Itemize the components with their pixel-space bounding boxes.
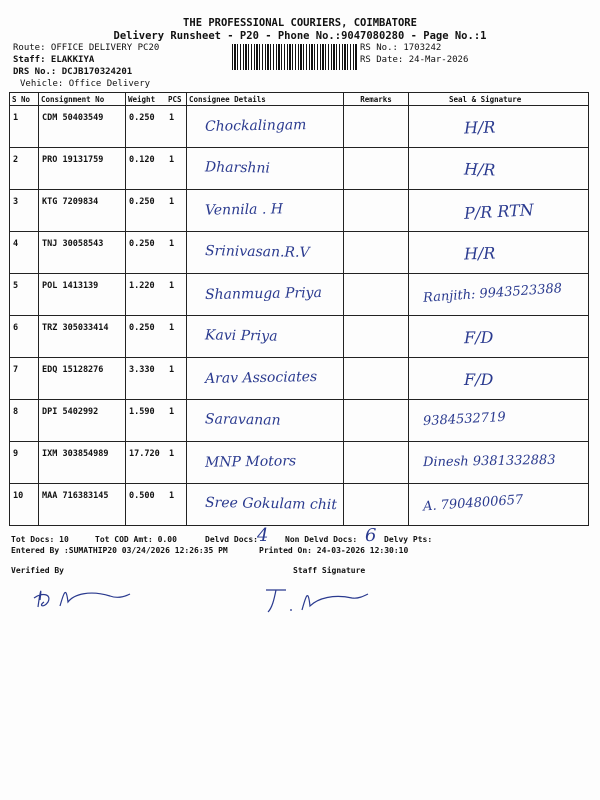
cell-pcs: 1 xyxy=(166,442,187,484)
seal-handwritten: H/R xyxy=(463,159,496,180)
cell-weight: 1.590 xyxy=(126,400,167,442)
table-row xyxy=(10,400,589,442)
tot-docs: Tot Docs: 10 xyxy=(11,535,69,544)
cell-sno: 3 xyxy=(10,190,39,232)
col-consignment: Consignment No xyxy=(39,93,126,106)
entered-by: Entered By :SUMATHIP20 03/24/2026 12:26:35 PM xyxy=(11,546,228,555)
consignee-handwritten: Shanmuga Priya xyxy=(204,284,323,304)
cell-pcs: 1 xyxy=(166,232,187,274)
cell-weight: 0.120 xyxy=(126,148,167,190)
table-row xyxy=(10,232,589,274)
col-remarks: Remarks xyxy=(344,93,409,106)
table-row xyxy=(10,148,589,190)
cell-consignment: MAA 716383145 xyxy=(39,484,126,526)
seal-handwritten: 9384532719 xyxy=(422,409,507,430)
consignee-handwritten: MNP Motors xyxy=(204,453,297,471)
cell-pcs: 1 xyxy=(166,274,187,316)
table-row xyxy=(10,484,589,526)
consignee-handwritten: Chockalingam xyxy=(204,117,307,135)
cell-consignment: CDM 50403549 xyxy=(39,106,126,148)
cell-pcs: 1 xyxy=(166,316,187,358)
company-title: THE PROFESSIONAL COURIERS, COIMBATORE xyxy=(183,17,417,29)
cell-weight: 3.330 xyxy=(126,358,167,400)
cell-remarks xyxy=(344,358,409,400)
cell-consignment: DPI 5402992 xyxy=(39,400,126,442)
col-pcs: PCS xyxy=(166,93,187,106)
seal-handwritten: A. 7904800657 xyxy=(422,492,524,515)
cell-sno: 2 xyxy=(10,148,39,190)
cell-consignment: IXM 303854989 xyxy=(39,442,126,484)
cell-pcs: 1 xyxy=(166,190,187,232)
cell-sno: 1 xyxy=(10,106,39,148)
consignee-handwritten: Dharshni xyxy=(204,159,271,177)
cell-consignment: KTG 7209834 xyxy=(39,190,126,232)
cell-sno: 8 xyxy=(10,400,39,442)
table-row xyxy=(10,442,589,484)
cell-remarks xyxy=(344,316,409,358)
cell-weight: 0.250 xyxy=(126,190,167,232)
printed-on: Printed On: 24-03-2026 12:30:10 xyxy=(259,546,409,555)
table-row xyxy=(10,106,589,148)
delvd-docs-hand: 4 xyxy=(257,525,269,546)
barcode xyxy=(232,44,357,70)
consignee-handwritten: Saravanan xyxy=(204,411,281,429)
consignee-handwritten: Srinivasan.R.V xyxy=(204,243,310,261)
cell-remarks xyxy=(344,484,409,526)
cell-sno: 7 xyxy=(10,358,39,400)
col-weight: Weight xyxy=(126,93,167,106)
cell-remarks xyxy=(344,148,409,190)
cell-weight: 0.500 xyxy=(126,484,167,526)
consignee-handwritten: Kavi Priya xyxy=(204,327,278,345)
cell-consignment: PRO 19131759 xyxy=(39,148,126,190)
seal-handwritten: F/D xyxy=(464,370,494,389)
table-row xyxy=(10,274,589,316)
rs-date: RS Date: 24-Mar-2026 xyxy=(360,55,469,65)
non-delvd-docs: Non Delvd Docs: xyxy=(285,535,358,544)
delvd-docs: Delvd Docs: xyxy=(205,535,258,544)
cell-pcs: 1 xyxy=(166,106,187,148)
table-header-row xyxy=(10,93,589,106)
table-row xyxy=(10,358,589,400)
cell-pcs: 1 xyxy=(166,358,187,400)
vehicle-label: Vehicle: Office Delivery xyxy=(20,79,151,89)
cell-sno: 4 xyxy=(10,232,39,274)
drs-number: DRS No.: DCJB170324201 xyxy=(13,67,133,77)
cell-remarks xyxy=(344,190,409,232)
seal-handwritten: F/D xyxy=(463,327,494,348)
consignee-handwritten: Sree Gokulam chit xyxy=(204,494,338,514)
delivery-table xyxy=(9,92,589,526)
cell-weight: 0.250 xyxy=(126,232,167,274)
consignee-handwritten: Vennila . H xyxy=(204,201,284,219)
cell-weight: 1.220 xyxy=(126,274,167,316)
staff-signature xyxy=(262,580,372,620)
seal-handwritten: P/R RTN xyxy=(463,200,535,223)
col-consignee: Consignee Details xyxy=(187,93,344,106)
table-row xyxy=(10,190,589,232)
cell-remarks xyxy=(344,232,409,274)
tot-cod: Tot COD Amt: 0.00 xyxy=(95,535,177,544)
cell-remarks xyxy=(344,274,409,316)
cell-pcs: 1 xyxy=(166,148,187,190)
cell-pcs: 1 xyxy=(166,400,187,442)
cell-sno: 6 xyxy=(10,316,39,358)
seal-handwritten: Dinesh 9381332883 xyxy=(422,452,556,471)
verified-by-label: Verified By xyxy=(11,566,64,575)
cell-sno: 5 xyxy=(10,274,39,316)
cell-weight: 0.250 xyxy=(126,106,167,148)
runsheet-title: Delivery Runsheet - P20 - Phone No.:9047080280 - Page No.:1 xyxy=(113,30,487,42)
cell-weight: 0.250 xyxy=(126,316,167,358)
delvy-pts: Delvy Pts: xyxy=(384,535,433,544)
table-row xyxy=(10,316,589,358)
route-label: Route: OFFICE DELIVERY PC20 xyxy=(13,43,160,53)
cell-consignment: EDQ 15128276 xyxy=(39,358,126,400)
seal-handwritten: Ranjith: 9943523388 xyxy=(422,281,563,306)
col-seal: Seal & Signature xyxy=(409,93,589,106)
consignee-handwritten: Arav Associates xyxy=(204,369,318,387)
cell-sno: 10 xyxy=(10,484,39,526)
cell-consignment: POL 1413139 xyxy=(39,274,126,316)
cell-remarks xyxy=(344,106,409,148)
staff-signature-label: Staff Signature xyxy=(293,566,366,575)
cell-remarks xyxy=(344,442,409,484)
col-sno: S No xyxy=(10,93,39,106)
verifier-signature xyxy=(30,572,140,616)
cell-consignment: TRZ 305033414 xyxy=(39,316,126,358)
rs-number: RS No.: 1703242 xyxy=(360,43,442,53)
cell-weight: 17.720 xyxy=(126,442,167,484)
cell-remarks xyxy=(344,400,409,442)
cell-consignment: TNJ 30058543 xyxy=(39,232,126,274)
non-delvd-hand: 6 xyxy=(365,525,377,546)
cell-sno: 9 xyxy=(10,442,39,484)
seal-handwritten: H/R xyxy=(463,243,496,264)
seal-handwritten: H/R xyxy=(463,117,496,138)
cell-pcs: 1 xyxy=(166,484,187,526)
staff-label: Staff: ELAKKIYA xyxy=(13,55,95,65)
